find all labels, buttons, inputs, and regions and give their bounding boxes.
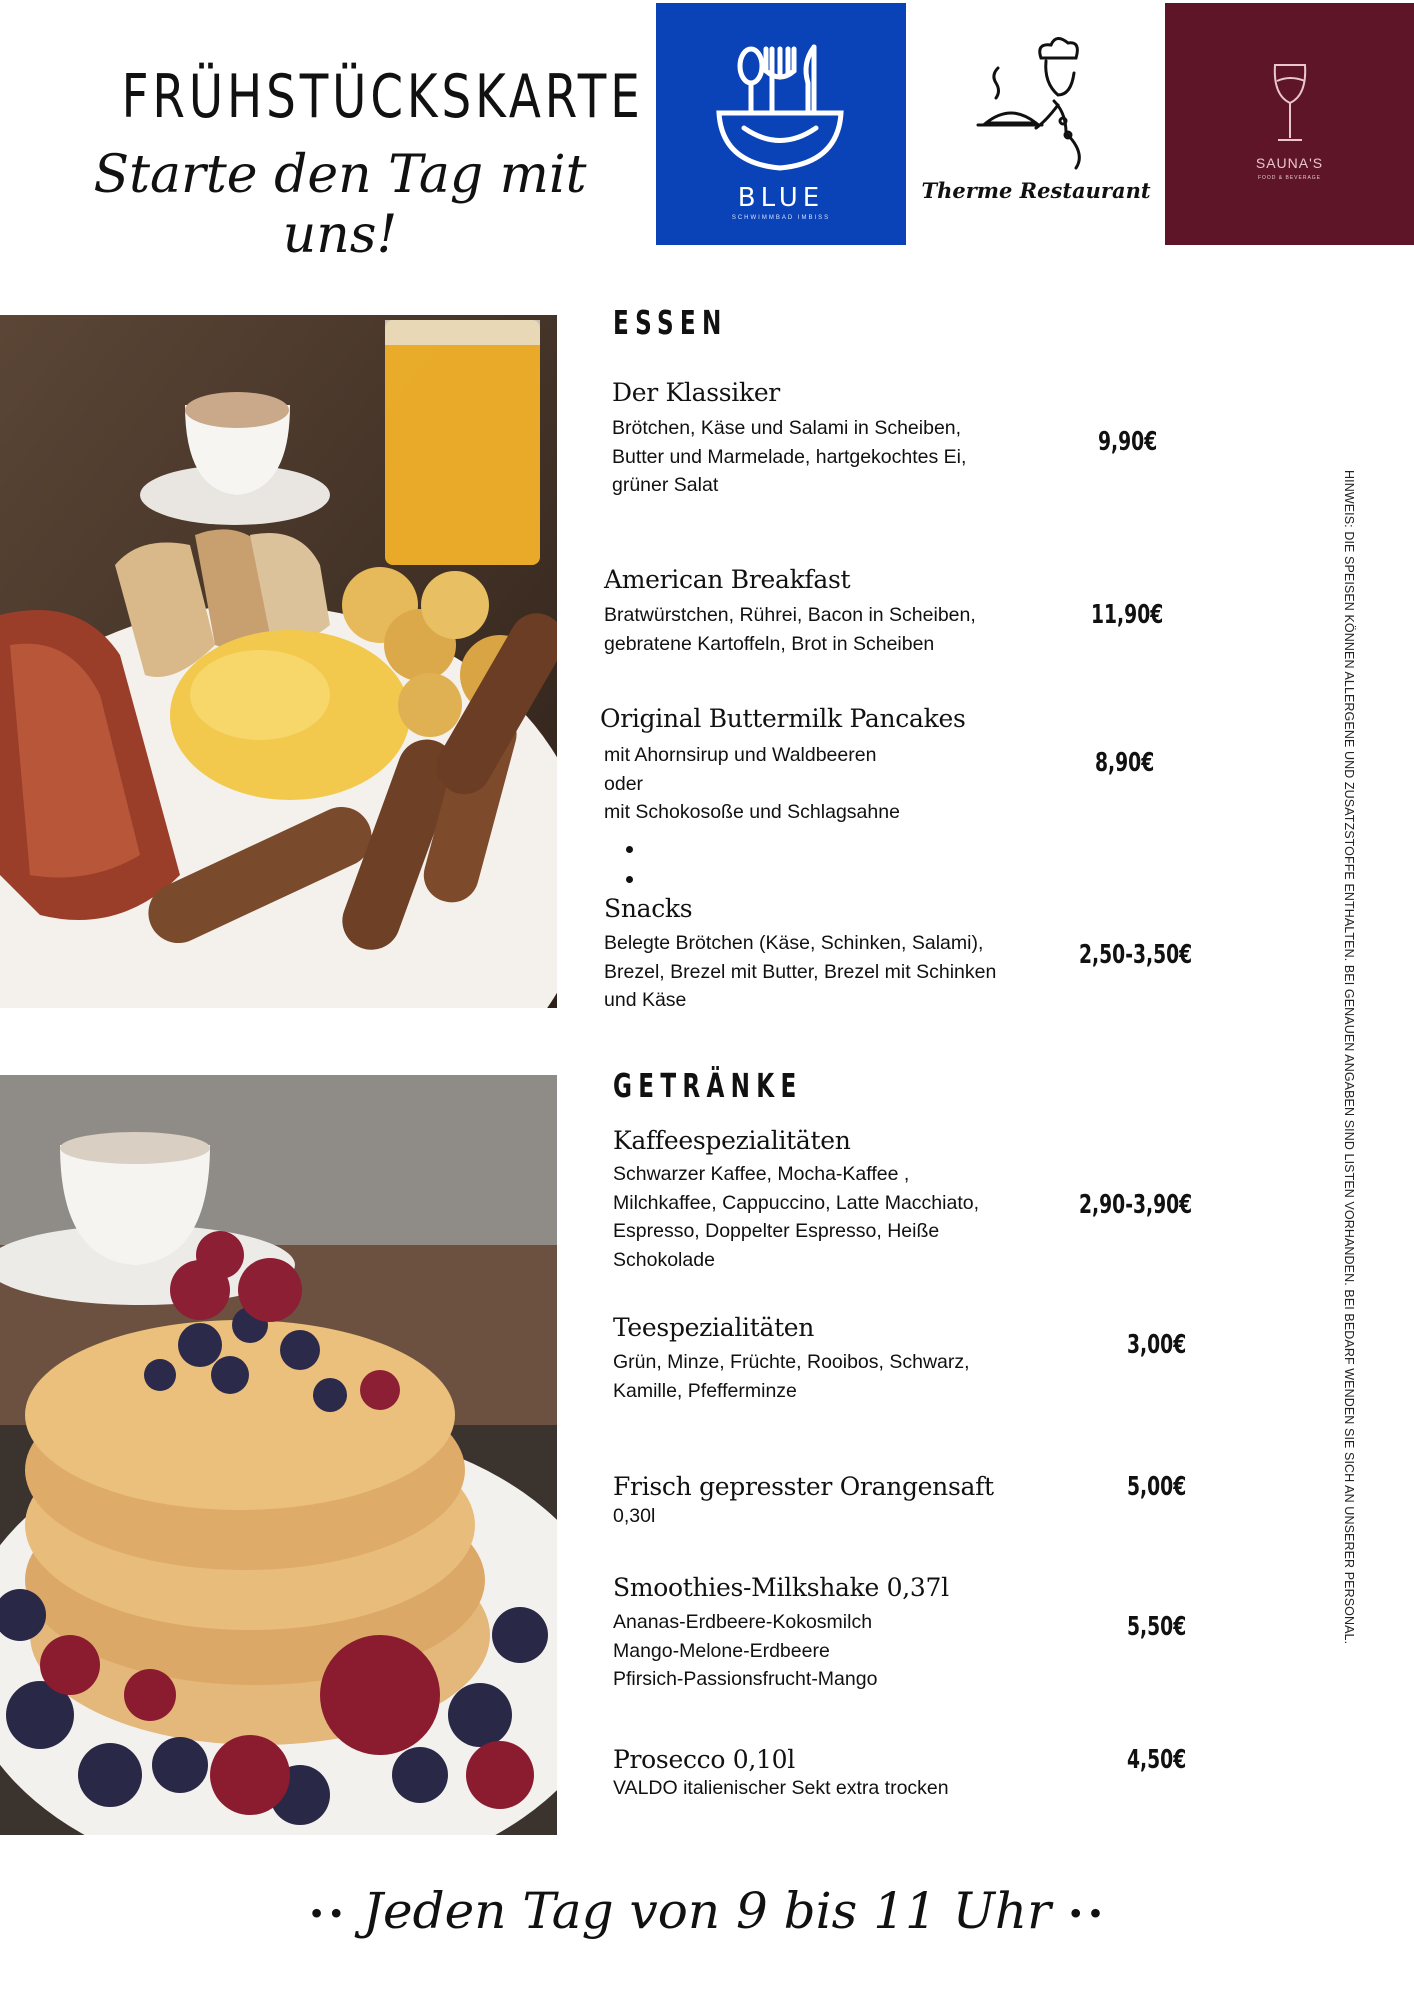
description-line: Pfirsich-Passionsfrucht-Mango [613,1668,878,1690]
description-line: Belegte Brötchen (Käse, Schinken, Salami), [604,932,984,954]
breakfast-plate-photo [0,315,557,1008]
blue-logo [656,3,906,245]
item-price-teespezialitaeten: 3,00€ [1127,1330,1187,1360]
item-name-snacks: Snacks [604,894,693,923]
description-line: grüner Salat [612,474,719,496]
item-name-american-breakfast: American Breakfast [604,565,851,594]
description-line: Mango-Melone-Erdbeere [613,1639,830,1662]
description-line: oder [604,772,644,795]
item-description-teespezialitaeten [613,1348,970,1405]
item-description-kaffeespezialitaeten [613,1160,979,1274]
item-description-pancakes [604,741,900,827]
chef-icon [916,3,1156,178]
saunas-logo-subtitle: FOOD & BEVERAGE [1257,175,1322,181]
description-line: gebratene Kartoffeln, Brot in Scheiben [604,632,935,655]
wine-glass-icon [1165,3,1414,153]
decorative-dots: •• [1066,1897,1107,1933]
description-line: Ananas-Erdbeere-Kokosmilch [613,1611,873,1633]
item-name-smoothies-milkshake: Smoothies-Milkshake 0,37l [613,1573,949,1602]
item-name-prosecco: Prosecco 0,10l [613,1745,795,1774]
item-price-prosecco: 4,50€ [1127,1745,1187,1775]
section-heading-essen: ESSEN [613,303,728,342]
description-line: VALDO italienischer Sekt extra trocken [613,1777,949,1799]
page-subtitle: Starte den Tag mit uns! [93,145,587,265]
saunas-logo-name: SAUNA'S [1255,155,1324,171]
item-name-pancakes: Original Buttermilk Pancakes [600,704,966,733]
blue-logo-name: BLUE [737,183,825,213]
item-name-orangensaft: Frisch gepresster Orangensaft [613,1472,994,1501]
opening-hours-footer [0,1882,1414,1940]
item-description-orangensaft [613,1502,655,1531]
item-description-smoothies-milkshake [613,1608,877,1694]
bullet-dot [626,876,633,883]
description-line: Brötchen, Käse und Salami in Scheiben, [612,417,962,439]
saunas-logo [1165,3,1414,245]
therme-logo-name: Therme Restaurant [921,178,1151,203]
item-price-klassiker: 9,90€ [1098,427,1158,457]
item-description-klassiker [612,414,966,500]
pancakes-photo [0,1075,557,1835]
item-price-smoothies-milkshake: 5,50€ [1127,1612,1187,1642]
item-price-orangensaft: 5,00€ [1127,1472,1187,1502]
item-description-snacks [604,929,996,1015]
description-line: Brezel, Brezel mit Butter, Brezel mit Schinken [604,960,997,983]
bullet-dot [626,846,633,853]
description-line: mit Schokosoße und Schlagsahne [604,801,900,823]
item-description-american-breakfast [604,601,976,658]
item-price-pancakes: 8,90€ [1095,748,1155,778]
description-line: Milchkaffee, Cappuccino, Latte Macchiato, [613,1191,980,1214]
description-line: Schokolade [613,1248,715,1271]
section-heading-getraenke: GETRÄNKE [613,1066,803,1105]
description-line: Schwarzer Kaffee, Mocha-Kaffee , [613,1163,910,1185]
item-price-kaffeespezialitaeten: 2,90-3,90€ [1079,1190,1193,1220]
bowl-cutlery-icon [656,3,906,188]
item-description-prosecco [613,1774,949,1803]
description-line: Espresso, Doppelter Espresso, Heiße [613,1220,940,1242]
therme-restaurant-logo [916,3,1156,245]
description-line: Grün, Minze, Früchte, Rooibos, Schwarz, [613,1351,970,1373]
description-line: mit Ahornsirup und Waldbeeren [604,744,877,766]
decorative-dots: •• [307,1897,348,1933]
item-name-teespezialitaeten: Teespezialitäten [613,1313,815,1342]
blue-logo-subtitle: SCHWIMMBAD IMBISS [731,215,831,221]
page-title: FRÜHSTÜCKSKARTE [121,62,644,132]
description-line: und Käse [604,989,687,1011]
description-line: 0,30l [613,1505,656,1527]
description-line: Bratwürstchen, Rührei, Bacon in Scheiben, [604,604,976,626]
opening-hours-text: Jeden Tag von 9 bis 11 Uhr [363,1882,1051,1940]
item-name-kaffeespezialitaeten: Kaffeespezialitäten [613,1126,851,1155]
item-price-snacks: 2,50-3,50€ [1079,940,1193,970]
description-line: Butter und Marmelade, hartgekochtes Ei, [612,445,967,468]
item-name-klassiker: Der Klassiker [612,378,780,407]
allergen-notice: HINWEIS: DIE SPEISEN KÖNNEN ALLERGENE UND ZUSATZSTOFFE ENTHALTEN. BEI GENAUEN ANGABEN SIND LISTEN VORHANDEN. BEI BEDARF WENDEN SIE SICH AN UNSERER PERSONAL. [1342,470,1356,1645]
item-price-american-breakfast: 11,90€ [1091,600,1164,630]
description-line: Kamille, Pfefferminze [613,1379,797,1402]
